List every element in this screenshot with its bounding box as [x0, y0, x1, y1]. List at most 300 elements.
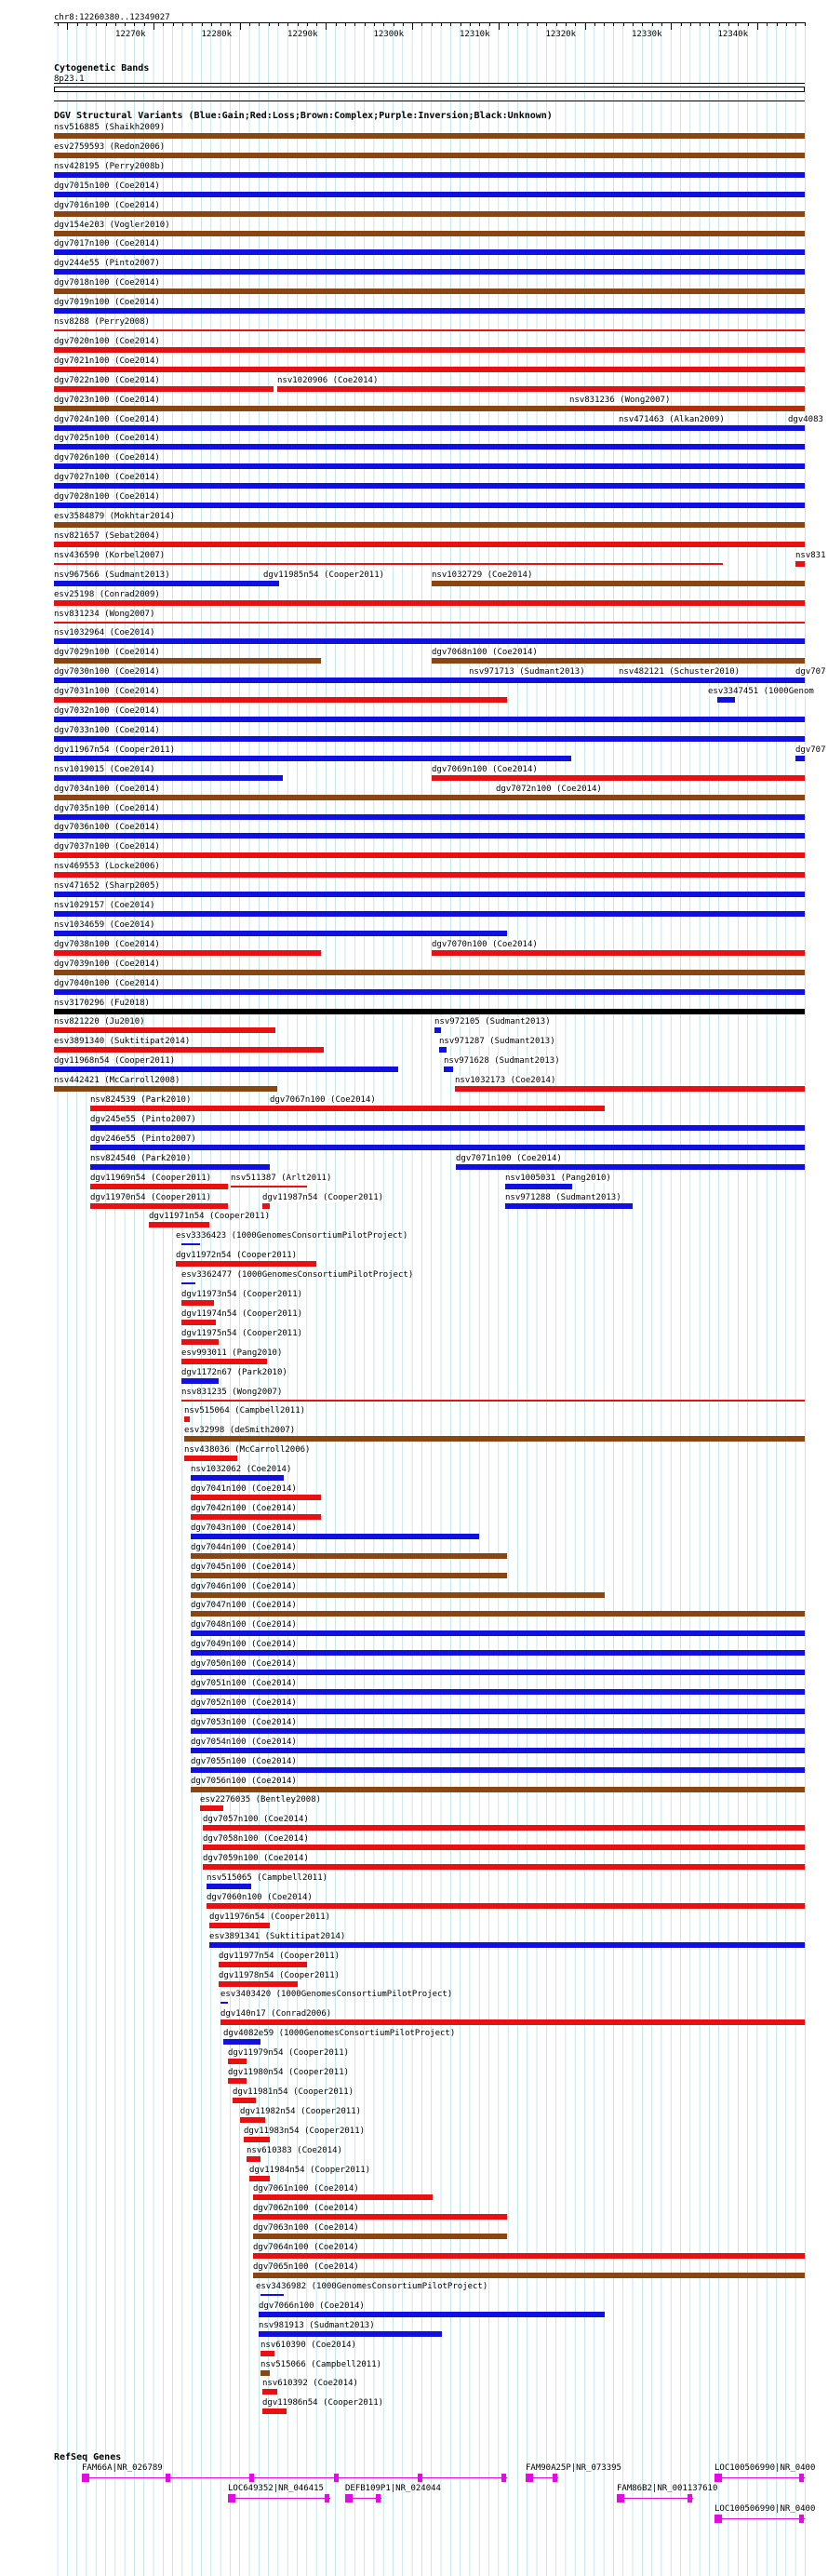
variant-bar[interactable]: [181, 1400, 805, 1402]
variant-bar[interactable]: [54, 658, 321, 664]
cytoband-ideogram[interactable]: [54, 87, 805, 92]
variant-label[interactable]: dgv11981n54 (Cooper2011): [233, 2086, 354, 2097]
variant-label[interactable]: nsv1032062 (Coe2014): [191, 1465, 292, 1475]
variant-label[interactable]: nsv831236 (Wong2007): [569, 395, 671, 405]
variant-label[interactable]: dgv11985n54 (Cooper2011): [263, 570, 385, 580]
variant-bar[interactable]: [54, 872, 805, 878]
variant-label[interactable]: esv3891340 (Suktitipat2014): [54, 1037, 191, 1047]
variant-bar[interactable]: [54, 717, 805, 722]
variant-label[interactable]: dgv7072n100 (Coe2014): [496, 784, 602, 794]
variant-label[interactable]: dgv1172n67 (Park2010): [181, 1367, 287, 1377]
variant-label[interactable]: dgv11967n54 (Cooper2011): [54, 745, 176, 755]
gene-label[interactable]: FAM66A|NR_026789: [82, 2463, 163, 2473]
variant-label[interactable]: dgv7064n100 (Coe2014): [253, 2243, 359, 2253]
variant-label[interactable]: esv3403420 (1000GenomesConsortiumPilotProject): [220, 1990, 453, 2000]
variant-label[interactable]: dgv11986n54 (Cooper2011): [262, 2398, 384, 2408]
variant-bar[interactable]: [90, 1203, 228, 1209]
variant-label[interactable]: esv3436982 (1000GenomesConsortiumPilotProject): [256, 2281, 488, 2291]
variant-bar[interactable]: [191, 1728, 805, 1734]
variant-bar[interactable]: [253, 2194, 433, 2200]
variant-bar[interactable]: [54, 329, 805, 331]
variant-bar[interactable]: [247, 2156, 260, 2162]
variant-bar[interactable]: [260, 2294, 284, 2296]
variant-label[interactable]: dgv7034n100 (Coe2014): [54, 784, 160, 794]
gene-exon[interactable]: [799, 2515, 804, 2523]
variant-label[interactable]: dgv11978n54 (Cooper2011): [219, 1970, 341, 1980]
gene-intron-line[interactable]: [714, 2477, 805, 2478]
variant-label[interactable]: dgv7067n100 (Coe2014): [270, 1095, 376, 1105]
variant-bar[interactable]: [191, 1514, 321, 1520]
variant-bar[interactable]: [54, 989, 805, 995]
variant-label[interactable]: dgv7061n100 (Coe2014): [253, 2184, 359, 2194]
variant-label[interactable]: dgv7062n100 (Coe2014): [253, 2204, 359, 2214]
variant-label[interactable]: dgv7054n100 (Coe2014): [191, 1737, 297, 1747]
variant-bar[interactable]: [54, 638, 805, 644]
variant-label[interactable]: dgv11975n54 (Cooper2011): [181, 1328, 303, 1338]
variant-bar[interactable]: [54, 756, 571, 761]
variant-label[interactable]: dgv7015n100 (Coe2014): [54, 181, 160, 191]
variant-label[interactable]: dgv11987n54 (Cooper2011): [262, 1192, 384, 1202]
variant-bar[interactable]: [184, 1416, 190, 1422]
variant-label[interactable]: dgv7043n100 (Coe2014): [191, 1523, 297, 1533]
variant-label[interactable]: dgv7052n100 (Coe2014): [191, 1697, 297, 1708]
variant-label[interactable]: dgv7060n100 (Coe2014): [207, 1892, 313, 1902]
variant-bar[interactable]: [54, 211, 805, 217]
gene-exon[interactable]: [501, 2474, 506, 2482]
variant-label[interactable]: nsv610392 (Coe2014): [262, 2379, 358, 2389]
variant-bar[interactable]: [191, 1495, 321, 1500]
variant-bar[interactable]: [619, 679, 707, 681]
variant-bar[interactable]: [54, 192, 805, 197]
gene-exon[interactable]: [617, 2494, 624, 2502]
variant-bar[interactable]: [262, 2408, 287, 2414]
variant-bar[interactable]: [220, 2019, 805, 2025]
variant-bar[interactable]: [54, 444, 805, 449]
variant-bar[interactable]: [54, 697, 507, 703]
variant-bar[interactable]: [54, 1067, 398, 1072]
variant-bar[interactable]: [54, 911, 805, 917]
variant-bar[interactable]: [54, 503, 805, 508]
variant-bar[interactable]: [203, 1845, 805, 1850]
variant-label[interactable]: dgv7041n100 (Coe2014): [191, 1484, 297, 1494]
variant-label[interactable]: dgv7038n100 (Coe2014): [54, 939, 160, 949]
variant-label[interactable]: dgv244e55 (Pinto2007): [54, 259, 160, 269]
variant-bar[interactable]: [505, 1184, 572, 1189]
variant-label[interactable]: dgv707: [795, 745, 826, 755]
variant-label[interactable]: dgv7016n100 (Coe2014): [54, 200, 160, 210]
variant-label[interactable]: esv3336423 (1000GenomesConsortiumPilotProject): [176, 1231, 408, 1241]
variant-label[interactable]: dgv7050n100 (Coe2014): [191, 1659, 297, 1670]
variant-bar[interactable]: [90, 1106, 270, 1111]
variant-label[interactable]: nsv515065 (Campbell2011): [207, 1873, 328, 1883]
variant-label[interactable]: dgv7065n100 (Coe2014): [253, 2262, 359, 2272]
variant-label[interactable]: dgv11969n54 (Cooper2011): [90, 1173, 212, 1183]
variant-label[interactable]: nsv1020906 (Coe2014): [277, 375, 379, 385]
variant-bar[interactable]: [54, 1009, 805, 1014]
variant-label[interactable]: nsv1029157 (Coe2014): [54, 901, 155, 910]
variant-label[interactable]: nsv515064 (Campbell2011): [184, 1406, 306, 1416]
variant-bar[interactable]: [262, 1203, 270, 1209]
variant-label[interactable]: dgv7056n100 (Coe2014): [191, 1776, 297, 1786]
variant-bar[interactable]: [259, 2331, 442, 2337]
variant-label[interactable]: dgv7029n100 (Coe2014): [54, 648, 160, 658]
variant-bar[interactable]: [456, 1164, 805, 1170]
variant-label[interactable]: dgv7018n100 (Coe2014): [54, 278, 160, 288]
variant-label[interactable]: dgv7030n100 (Coe2014): [54, 667, 160, 678]
variant-label[interactable]: nsv831234 (Wong2007): [54, 609, 155, 619]
variant-bar[interactable]: [54, 483, 805, 489]
variant-bar[interactable]: [191, 1650, 805, 1656]
variant-bar[interactable]: [277, 386, 805, 392]
variant-bar[interactable]: [219, 1981, 298, 1987]
variant-bar[interactable]: [181, 1282, 195, 1284]
variant-bar[interactable]: [54, 1086, 277, 1092]
gene-exon[interactable]: [249, 2474, 254, 2482]
variant-bar[interactable]: [184, 1436, 805, 1442]
variant-label[interactable]: nsv967566 (Sudmant2013): [54, 570, 170, 580]
variant-bar[interactable]: [54, 522, 805, 528]
variant-label[interactable]: nsv471652 (Sharp2005): [54, 881, 160, 892]
variant-bar[interactable]: [54, 950, 321, 956]
variant-label[interactable]: dgv4082e59 (1000GenomesConsortiumPilotProject): [223, 2029, 456, 2039]
variant-label[interactable]: nsv821657 (Sebat2004): [54, 530, 160, 541]
variant-label[interactable]: dgv7057n100 (Coe2014): [203, 1815, 309, 1825]
variant-bar[interactable]: [223, 2039, 260, 2045]
variant-label[interactable]: dgv7039n100 (Coe2014): [54, 959, 160, 969]
variant-bar[interactable]: [207, 1903, 805, 1909]
variant-bar[interactable]: [432, 658, 805, 664]
variant-bar[interactable]: [191, 1670, 805, 1675]
variant-label[interactable]: nsv981913 (Sudmant2013): [259, 2320, 375, 2330]
variant-label[interactable]: dgv7033n100 (Coe2014): [54, 725, 160, 735]
variant-label[interactable]: nsv511387 (Arlt2011): [231, 1173, 332, 1183]
variant-label[interactable]: dgv7031n100 (Coe2014): [54, 687, 160, 697]
variant-label[interactable]: dgv7069n100 (Coe2014): [432, 764, 538, 774]
variant-bar[interactable]: [54, 269, 805, 275]
variant-label[interactable]: nsv971713 (Sudmant2013): [469, 667, 585, 678]
variant-bar[interactable]: [90, 1145, 805, 1150]
variant-label[interactable]: esv3347451 (1000Genom: [708, 687, 814, 697]
variant-bar[interactable]: [253, 2253, 805, 2259]
variant-label[interactable]: dgv140n17 (Conrad2006): [220, 2009, 332, 2019]
variant-label[interactable]: nsv8288 (Perry2008): [54, 317, 150, 327]
variant-label[interactable]: dgv11979n54 (Cooper2011): [228, 2048, 350, 2059]
variant-label[interactable]: dgv7058n100 (Coe2014): [203, 1834, 309, 1845]
variant-bar[interactable]: [191, 1592, 605, 1598]
variant-label[interactable]: dgv11977n54 (Cooper2011): [219, 1951, 341, 1961]
variant-bar[interactable]: [181, 1300, 214, 1306]
variant-label[interactable]: nsv971287 (Sudmant2013): [439, 1037, 555, 1047]
variant-bar[interactable]: [191, 1767, 805, 1773]
variant-label[interactable]: dgv7070n100 (Coe2014): [432, 939, 538, 949]
variant-label[interactable]: dgv7022n100 (Coe2014): [54, 375, 160, 385]
variant-bar[interactable]: [54, 133, 805, 139]
variant-bar[interactable]: [200, 1805, 223, 1811]
variant-label[interactable]: nsv442421 (McCarroll2008): [54, 1076, 180, 1086]
variant-label[interactable]: nsv428195 (Perry2008b): [54, 161, 166, 171]
gene-exon[interactable]: [166, 2474, 170, 2482]
gene-exon[interactable]: [345, 2494, 353, 2502]
variant-bar[interactable]: [54, 542, 805, 547]
variant-label[interactable]: nsv971628 (Sudmant2013): [444, 1056, 560, 1067]
variant-label[interactable]: dgv11973n54 (Cooper2011): [181, 1290, 303, 1299]
variant-bar[interactable]: [253, 2234, 507, 2239]
gene-exon[interactable]: [418, 2474, 422, 2482]
variant-bar[interactable]: [54, 795, 805, 800]
variant-label[interactable]: nsv831: [795, 550, 826, 560]
variant-bar[interactable]: [54, 736, 805, 742]
variant-label[interactable]: dgv11982n54 (Cooper2011): [240, 2106, 362, 2116]
variant-label[interactable]: dgv246e55 (Pinto2007): [90, 1134, 196, 1144]
variant-bar[interactable]: [149, 1222, 209, 1228]
variant-label[interactable]: dgv7046n100 (Coe2014): [191, 1581, 297, 1591]
variant-label[interactable]: dgv7025n100 (Coe2014): [54, 434, 160, 444]
variant-label[interactable]: dgv7027n100 (Coe2014): [54, 473, 160, 483]
variant-label[interactable]: dgv7020n100 (Coe2014): [54, 336, 160, 346]
variant-label[interactable]: dgv11980n54 (Cooper2011): [228, 2068, 350, 2077]
variant-bar[interactable]: [207, 1884, 251, 1889]
variant-bar[interactable]: [54, 931, 507, 936]
variant-bar[interactable]: [54, 775, 283, 781]
variant-label[interactable]: nsv438036 (McCarroll2006): [184, 1445, 311, 1456]
variant-bar[interactable]: [260, 2370, 270, 2376]
variant-label[interactable]: dgv245e55 (Pinto2007): [90, 1114, 196, 1124]
variant-label[interactable]: dgv7051n100 (Coe2014): [191, 1679, 297, 1688]
gene-exon[interactable]: [714, 2515, 722, 2523]
variant-bar[interactable]: [54, 833, 805, 839]
variant-bar[interactable]: [54, 892, 805, 897]
variant-label[interactable]: dgv7032n100 (Coe2014): [54, 706, 160, 716]
variant-bar[interactable]: [220, 2002, 228, 2004]
variant-bar[interactable]: [54, 563, 723, 565]
variant-label[interactable]: nsv1032173 (Coe2014): [455, 1076, 556, 1086]
variant-bar[interactable]: [54, 249, 805, 255]
variant-bar[interactable]: [191, 1553, 507, 1559]
variant-label[interactable]: dgv11984n54 (Cooper2011): [249, 2165, 371, 2175]
variant-bar[interactable]: [209, 1942, 805, 1948]
variant-label[interactable]: dgv7059n100 (Coe2014): [203, 1854, 309, 1864]
variant-bar[interactable]: [795, 756, 805, 761]
gene-intron-line[interactable]: [617, 2498, 693, 2499]
gene-label[interactable]: LOC100506990|NR_0400: [714, 2463, 816, 2473]
variant-bar[interactable]: [54, 622, 805, 624]
variant-bar[interactable]: [191, 1748, 805, 1753]
variant-bar[interactable]: [203, 1825, 805, 1831]
variant-label[interactable]: dgv11972n54 (Cooper2011): [176, 1251, 298, 1261]
variant-bar[interactable]: [505, 1203, 633, 1209]
variant-bar[interactable]: [191, 1475, 284, 1481]
variant-label[interactable]: dgv707: [795, 667, 826, 678]
variant-label[interactable]: dgv7063n100 (Coe2014): [253, 2223, 359, 2234]
variant-bar[interactable]: [788, 425, 805, 431]
variant-label[interactable]: dgv154e203 (Vogler2010): [54, 220, 170, 230]
variant-bar[interactable]: [181, 1320, 216, 1325]
variant-bar[interactable]: [184, 1456, 237, 1461]
variant-bar[interactable]: [432, 581, 805, 586]
variant-bar[interactable]: [90, 1164, 270, 1170]
variant-label[interactable]: nsv515066 (Campbell2011): [260, 2359, 382, 2369]
variant-bar[interactable]: [54, 1027, 275, 1033]
gene-exon[interactable]: [688, 2494, 692, 2502]
variant-bar[interactable]: [432, 775, 805, 781]
variant-bar[interactable]: [54, 386, 274, 392]
variant-label[interactable]: nsv516885 (Shaikh2009): [54, 123, 166, 132]
variant-bar[interactable]: [54, 172, 805, 178]
variant-bar[interactable]: [228, 2059, 247, 2064]
variant-label[interactable]: nsv436590 (Korbel2007): [54, 550, 166, 560]
variant-bar[interactable]: [191, 1709, 805, 1714]
variant-bar[interactable]: [54, 970, 805, 975]
variant-label[interactable]: dgv7021n100 (Coe2014): [54, 356, 160, 366]
variant-label[interactable]: dgv7071n100 (Coe2014): [456, 1153, 562, 1163]
variant-bar[interactable]: [54, 288, 805, 294]
variant-label[interactable]: dgv11970n54 (Cooper2011): [90, 1192, 212, 1202]
variant-label[interactable]: nsv610383 (Coe2014): [247, 2145, 342, 2155]
variant-label[interactable]: dgv7037n100 (Coe2014): [54, 842, 160, 852]
variant-label[interactable]: nsv971288 (Sudmant2013): [505, 1192, 621, 1202]
variant-label[interactable]: esv993011 (Pang2010): [181, 1348, 283, 1358]
variant-bar[interactable]: [191, 1611, 805, 1617]
variant-bar[interactable]: [54, 1047, 324, 1053]
gene-label[interactable]: FAM90A25P|NR_073395: [526, 2463, 621, 2473]
variant-bar[interactable]: [181, 1243, 200, 1245]
variant-bar[interactable]: [249, 2176, 270, 2181]
gene-exon[interactable]: [526, 2474, 533, 2482]
variant-bar[interactable]: [795, 561, 805, 567]
variant-label[interactable]: dgv7040n100 (Coe2014): [54, 978, 160, 988]
variant-bar[interactable]: [90, 1125, 805, 1131]
variant-bar[interactable]: [203, 1864, 805, 1870]
variant-label[interactable]: dgv7048n100 (Coe2014): [191, 1620, 297, 1630]
variant-bar[interactable]: [54, 308, 805, 314]
variant-label[interactable]: dgv7024n100 (Coe2014): [54, 414, 160, 424]
variant-label[interactable]: dgv7044n100 (Coe2014): [191, 1542, 297, 1552]
variant-label[interactable]: esv2276035 (Bentley2008): [200, 1795, 322, 1805]
variant-bar[interactable]: [191, 1534, 479, 1539]
gene-exon[interactable]: [376, 2494, 381, 2502]
variant-label[interactable]: dgv11976n54 (Cooper2011): [209, 1912, 331, 1922]
gene-intron-line[interactable]: [82, 2477, 507, 2478]
variant-label[interactable]: nsv1032964 (Coe2014): [54, 628, 155, 638]
variant-bar[interactable]: [240, 2117, 265, 2123]
variant-label[interactable]: esv2759593 (Redon2006): [54, 141, 166, 152]
variant-label[interactable]: dgv7028n100 (Coe2014): [54, 492, 160, 503]
variant-label[interactable]: dgv4083: [788, 414, 823, 424]
variant-bar[interactable]: [191, 1573, 507, 1578]
variant-label[interactable]: dgv7066n100 (Coe2014): [259, 2301, 365, 2311]
gene-intron-line[interactable]: [228, 2498, 330, 2499]
gene-label[interactable]: FAM86B2|NR_001137610: [617, 2484, 718, 2493]
variant-label[interactable]: dgv11983n54 (Cooper2011): [244, 2126, 366, 2136]
variant-label[interactable]: dgv7045n100 (Coe2014): [191, 1562, 297, 1572]
variant-label[interactable]: nsv471463 (Alkan2009): [619, 414, 725, 424]
variant-bar[interactable]: [439, 1047, 447, 1053]
variant-label[interactable]: esv25198 (Conrad2009): [54, 589, 160, 599]
gene-exon[interactable]: [714, 2474, 722, 2482]
variant-bar[interactable]: [191, 1689, 805, 1695]
variant-label[interactable]: dgv7036n100 (Coe2014): [54, 823, 160, 833]
gene-exon[interactable]: [553, 2474, 557, 2482]
variant-label[interactable]: esv32998 (deSmith2007): [184, 1426, 296, 1436]
gene-exon[interactable]: [325, 2494, 329, 2502]
variant-bar[interactable]: [444, 1067, 453, 1072]
variant-bar[interactable]: [54, 463, 805, 469]
variant-label[interactable]: esv3891341 (Suktitipat2014): [209, 1931, 346, 1941]
variant-bar[interactable]: [181, 1359, 267, 1364]
variant-bar[interactable]: [469, 678, 507, 683]
gene-label[interactable]: LOC649352|NR_046415: [228, 2484, 324, 2493]
variant-label[interactable]: nsv1032729 (Coe2014): [432, 570, 533, 580]
variant-label[interactable]: dgv11968n54 (Cooper2011): [54, 1056, 176, 1067]
variant-bar[interactable]: [54, 814, 805, 820]
variant-label[interactable]: dgv7017n100 (Coe2014): [54, 239, 160, 249]
variant-bar[interactable]: [219, 1962, 307, 1967]
variant-bar[interactable]: [717, 697, 735, 703]
variant-label[interactable]: nsv3170296 (Fu2018): [54, 998, 150, 1008]
variant-bar[interactable]: [54, 600, 805, 606]
variant-label[interactable]: dgv7023n100 (Coe2014): [54, 395, 160, 405]
variant-bar[interactable]: [54, 367, 805, 372]
variant-label[interactable]: nsv469553 (Locke2006): [54, 862, 160, 872]
variant-bar[interactable]: [181, 1339, 219, 1345]
variant-label[interactable]: nsv831235 (Wong2007): [181, 1387, 283, 1397]
variant-bar[interactable]: [54, 153, 805, 158]
variant-bar[interactable]: [244, 2137, 270, 2142]
variant-bar[interactable]: [432, 950, 805, 956]
variant-label[interactable]: nsv1034659 (Coe2014): [54, 919, 155, 930]
variant-label[interactable]: esv3584879 (Mokhtar2014): [54, 512, 176, 521]
variant-label[interactable]: dgv7019n100 (Coe2014): [54, 298, 160, 308]
variant-bar[interactable]: [455, 1086, 805, 1092]
variant-label[interactable]: dgv7053n100 (Coe2014): [191, 1717, 297, 1727]
gene-intron-line[interactable]: [714, 2518, 805, 2519]
variant-label[interactable]: dgv7042n100 (Coe2014): [191, 1503, 297, 1513]
gene-exon[interactable]: [334, 2474, 339, 2482]
variant-bar[interactable]: [259, 2312, 605, 2317]
variant-bar[interactable]: [54, 581, 263, 586]
variant-bar[interactable]: [209, 1923, 270, 1928]
variant-label[interactable]: dgv7035n100 (Coe2014): [54, 803, 160, 813]
gene-label[interactable]: LOC100506990|NR_0400: [714, 2504, 816, 2514]
variant-label[interactable]: nsv610390 (Coe2014): [260, 2340, 356, 2350]
variant-bar[interactable]: [619, 427, 712, 429]
variant-label[interactable]: nsv972105 (Sudmant2013): [434, 1017, 551, 1027]
variant-bar[interactable]: [253, 2273, 805, 2278]
variant-bar[interactable]: [176, 1261, 316, 1267]
variant-bar[interactable]: [181, 1378, 219, 1384]
variant-label[interactable]: nsv824540 (Park2010): [90, 1153, 192, 1163]
variant-bar[interactable]: [260, 2351, 274, 2356]
variant-bar[interactable]: [54, 347, 805, 353]
variant-label[interactable]: dgv7068n100 (Coe2014): [432, 648, 538, 658]
gene-exon[interactable]: [82, 2474, 89, 2482]
variant-bar[interactable]: [270, 1106, 605, 1111]
gene-exon[interactable]: [799, 2474, 804, 2482]
variant-label[interactable]: nsv821220 (Ju2010): [54, 1017, 145, 1027]
variant-label[interactable]: dgv7049n100 (Coe2014): [191, 1640, 297, 1650]
variant-bar[interactable]: [262, 2389, 277, 2395]
variant-label[interactable]: nsv824539 (Park2010): [90, 1095, 192, 1105]
variant-bar[interactable]: [90, 1184, 228, 1189]
variant-bar[interactable]: [233, 2098, 256, 2103]
variant-bar[interactable]: [228, 2078, 247, 2084]
variant-bar[interactable]: [569, 408, 805, 409]
variant-label[interactable]: nsv1019015 (Coe2014): [54, 764, 155, 774]
variant-label[interactable]: dgv7026n100 (Coe2014): [54, 453, 160, 463]
variant-label[interactable]: dgv7047n100 (Coe2014): [191, 1601, 297, 1611]
variant-label[interactable]: dgv11971n54 (Cooper2011): [149, 1212, 271, 1222]
variant-label[interactable]: esv3362477 (1000GenomesConsortiumPilotProject): [181, 1270, 414, 1281]
